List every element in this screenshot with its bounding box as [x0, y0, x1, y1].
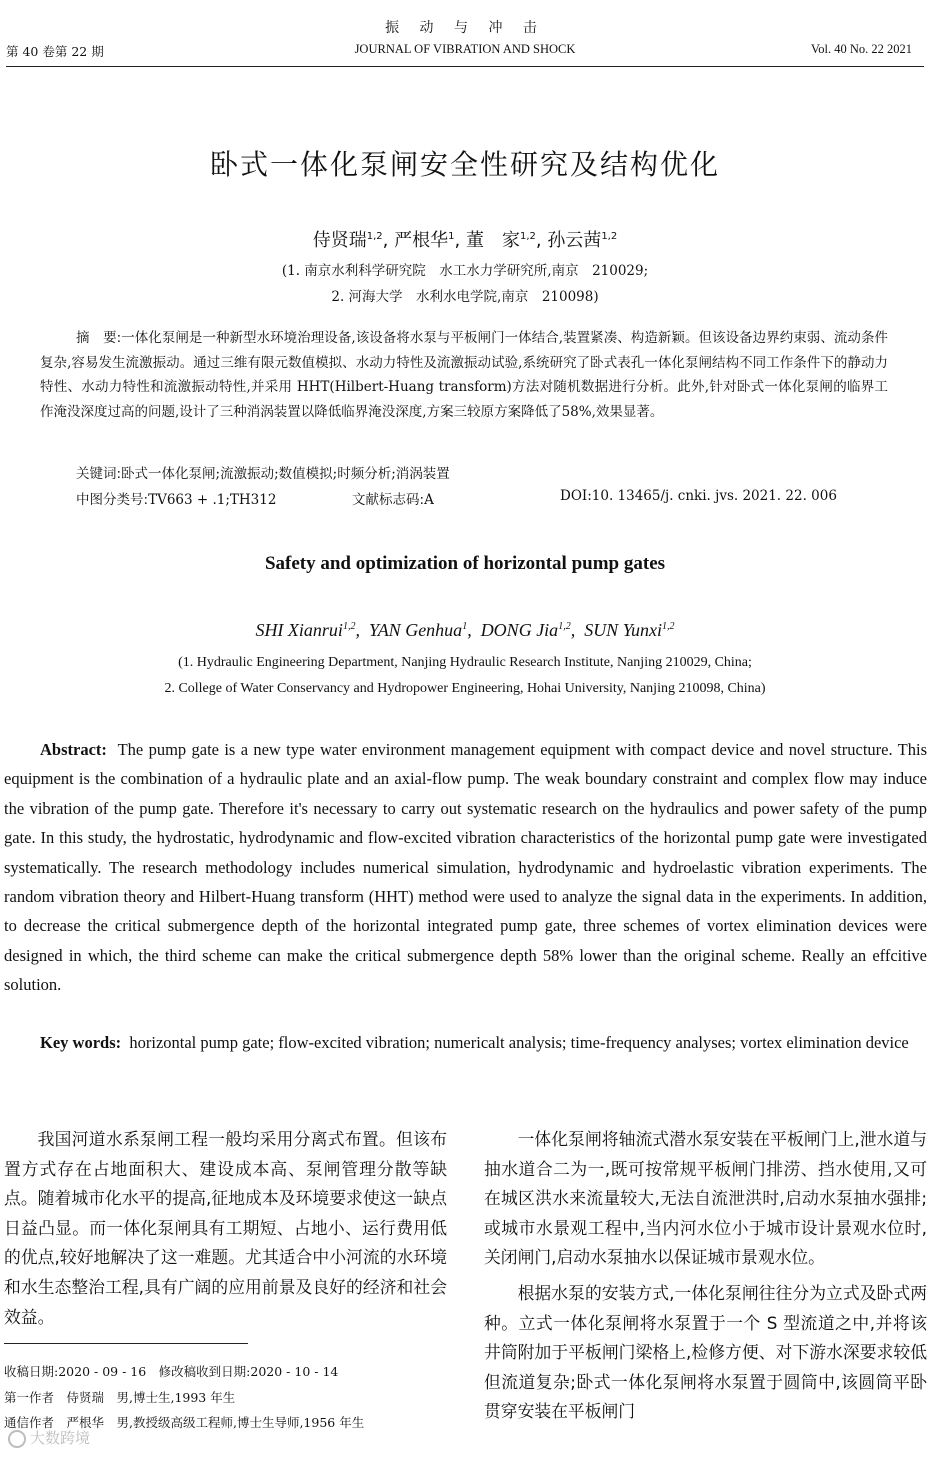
abstract-cn-text: 一体化泵闸是一种新型水环境治理设备,该设备将水泵与平板闸门一体结合,装置紧凑、构造新颖。但该设备边界约束弱、流动条件复杂,容易发生流激振动。通过三维有限元数值模拟、水动力特性及流激振动试验,系统研究了卧式表孔一体化泵闸结构不同工作条件下的静动力特性、水动力特性和流激振动特性,并采用 HHT(Hilbert-Huang transform)方法对随机数据进行分析。此外,针对卧式一体化泵闸的临界工作淹没深度过高的问题,设计了三种消涡装置以降低临界淹没深度,方案三较原方案降低了58%,效果显著。 [40, 330, 888, 420]
author-sup: 1,2 [558, 621, 571, 632]
clc-label: 中图分类号: [76, 492, 149, 508]
journal-name-cn: 振 动 与 冲 击 [385, 20, 545, 36]
keywords-cn-label: 关键词: [76, 466, 122, 482]
author-sup: 1 [462, 621, 468, 632]
affiliation-en-1: (1. Hydraulic Engineering Department, Nanjing Hydraulic Research Institute, Nanjing 210029, China; [178, 655, 752, 670]
footnote-first-author: 第一作者 侍贤瑞 男,博士生,1993 年生 [4, 1390, 236, 1405]
abstract-en-label: Abstract: [40, 740, 107, 759]
keywords-en [4, 1028, 927, 1057]
footnote-corresponding: 通信作者 严根华 男,教授级高级工程师,博士生导师,1956 年生 [4, 1415, 365, 1430]
clc-code [76, 488, 276, 508]
author-en: DONG Jia [480, 620, 559, 640]
author-sup: 1 [448, 231, 455, 242]
journal-name-en: JOURNAL OF VIBRATION AND SHOCK [354, 42, 576, 56]
author-en: SUN Yunxi [584, 620, 663, 640]
keywords-en-text: horizontal pump gate; flow-excited vibration; numericalt analysis; time-frequency analyses; vortex elimination device [129, 1033, 909, 1052]
footnote-rule [4, 1343, 248, 1344]
body-paragraph: 根据水泵的安装方式,一体化泵闸往往分为立式及卧式两种。立式一体化泵闸将水泵置于一个 S 型流道之中,并将该井筒附加于平板闸门梁格上,检修方便、对下游水深要求较低但流道复杂;卧式一体化泵闸将水泵置于圆筒中,该圆筒平卧贯穿安装在平板闸门 [484, 1282, 927, 1422]
author-sup: 1,2 [366, 231, 383, 242]
keywords-cn-text: 卧式一体化泵闸;流激振动;数值模拟;时频分析;消涡装置 [121, 466, 450, 482]
clc-value: TV663 + .1;TH312 [148, 492, 277, 508]
body-paragraph: 一体化泵闸将轴流式潜水泵安装在平板闸门上,泄水道与抽水道合二为一,既可按常规平板闸门排涝、挡水使用,又可在城区洪水来流量较大,无法自流泄洪时,启动水泵抽水强排;或城市水景观工程中,当内河水位小于城市设计景观水位时,关闭闸门,启动水泵抽水以保证城市景观水位。 [484, 1129, 927, 1268]
author-cn: 董 家 [465, 230, 520, 251]
affiliation-en-2: 2. College of Water Conservancy and Hydropower Engineering, Hohai University, Nanjing 210098, China) [164, 681, 766, 696]
abstract-cn [40, 326, 888, 424]
author-cn: 孙云茜 [547, 230, 602, 251]
author-cn: 严根华 [394, 230, 449, 251]
paper-title-en: Safety and optimization of horizontal pump gates [264, 553, 666, 574]
abstract-en [4, 735, 927, 1000]
abstract-en-text: The pump gate is a new type water environment management equipment with compact device and novel structure. This equipment is the combination of a hydraulic plate and an axial-flow pump. The weak boundary constraint and complex flow may induce the vibration of the pump gate. Therefore it's necessary to carry out systematic research on the hydraulics and power safety of the pump gate. In this study, the hydrostatic, hydrodynamic and flow-excited vibration characteristics of the horizontal pump gate were investigated systematically. The research methodology includes numerical simulation, hydrodynamic and hydroelastic vibration experiments. The random vibration theory and Hilbert-Huang transform (HHT) method were used to analyze the signal data in the experiments. In addition, to decrease the critical submergence depth of the horizontal integrated pump gate, three schemes of vortex elimination devices were designed in which, the third scheme can make the critical submergence depth 58% lower than the original scheme. Really an effcitive solution. [4, 740, 927, 995]
abstract-cn-label: 摘 要: [76, 330, 122, 346]
body-column-right [484, 1125, 927, 1433]
authors-cn: 侍贤瑞$^{1,2}$, 严根华$^1$, 董 家$^{1,2}$, 孙云茜$^{1,2}$ [312, 230, 618, 251]
author-sup: 1,2 [662, 621, 675, 632]
watermark-text: 大数跨境 [30, 1429, 91, 1447]
doc-code [352, 488, 434, 508]
author-sup: 1,2 [519, 231, 536, 242]
body-column-left [4, 1125, 447, 1338]
authors-en: SHI Xianrui$^{1,2}$, YAN Genhua$^1$, DONG Jia$^{1,2}$, SUN Yunxi$^{1,2}$ [255, 620, 675, 640]
body-paragraph: 我国河道水系泵闸工程一般均采用分离式布置。但该布置方式存在占地面积大、建设成本高、泵闸管理分散等缺点。随着城市化水平的提高,征地成本及环境要求使这一缺点日益凸显。而一体化泵闸具有工期短、占地小、运行费用低的优点,较好地解决了这一难题。尤其适合中小河流的水环境和水生态整治工程,具有广阔的应用前景及良好的经济和社会效益。 [4, 1129, 447, 1327]
author-cn: 侍贤瑞 [312, 230, 367, 251]
doc-label: 文献标志码: [352, 492, 425, 508]
watermark-logo-icon [8, 1430, 26, 1448]
footnote-received: 收稿日期:2020 - 09 - 16 修改稿收到日期:2020 - 10 - 14 [4, 1364, 339, 1379]
doc-value: A [424, 492, 434, 508]
doi: DOI:10. 13465/j. cnki. jvs. 2021. 22. 006 [560, 488, 837, 504]
keywords-cn [76, 462, 450, 482]
watermark [8, 1427, 90, 1448]
volume-cn: 第 40 卷第 22 期 [6, 44, 104, 59]
affiliation-cn-2: 2. 河海大学 水利水电学院,南京 210098) [331, 289, 599, 305]
author-sup: 1,2 [601, 231, 618, 242]
paper-title-cn: 卧式一体化泵闸安全性研究及结构优化 [209, 148, 720, 181]
author-en: SHI Xianrui [255, 620, 343, 640]
author-en: YAN Genhua [368, 620, 463, 640]
volume-en: Vol. 40 No. 22 2021 [810, 42, 912, 56]
keywords-en-label: Key words: [40, 1033, 122, 1052]
header-rule [6, 66, 924, 67]
affiliation-cn-1: (1. 南京水利科学研究院 水工水力学研究所,南京 210029; [281, 263, 649, 279]
author-sup: 1,2 [342, 621, 356, 632]
